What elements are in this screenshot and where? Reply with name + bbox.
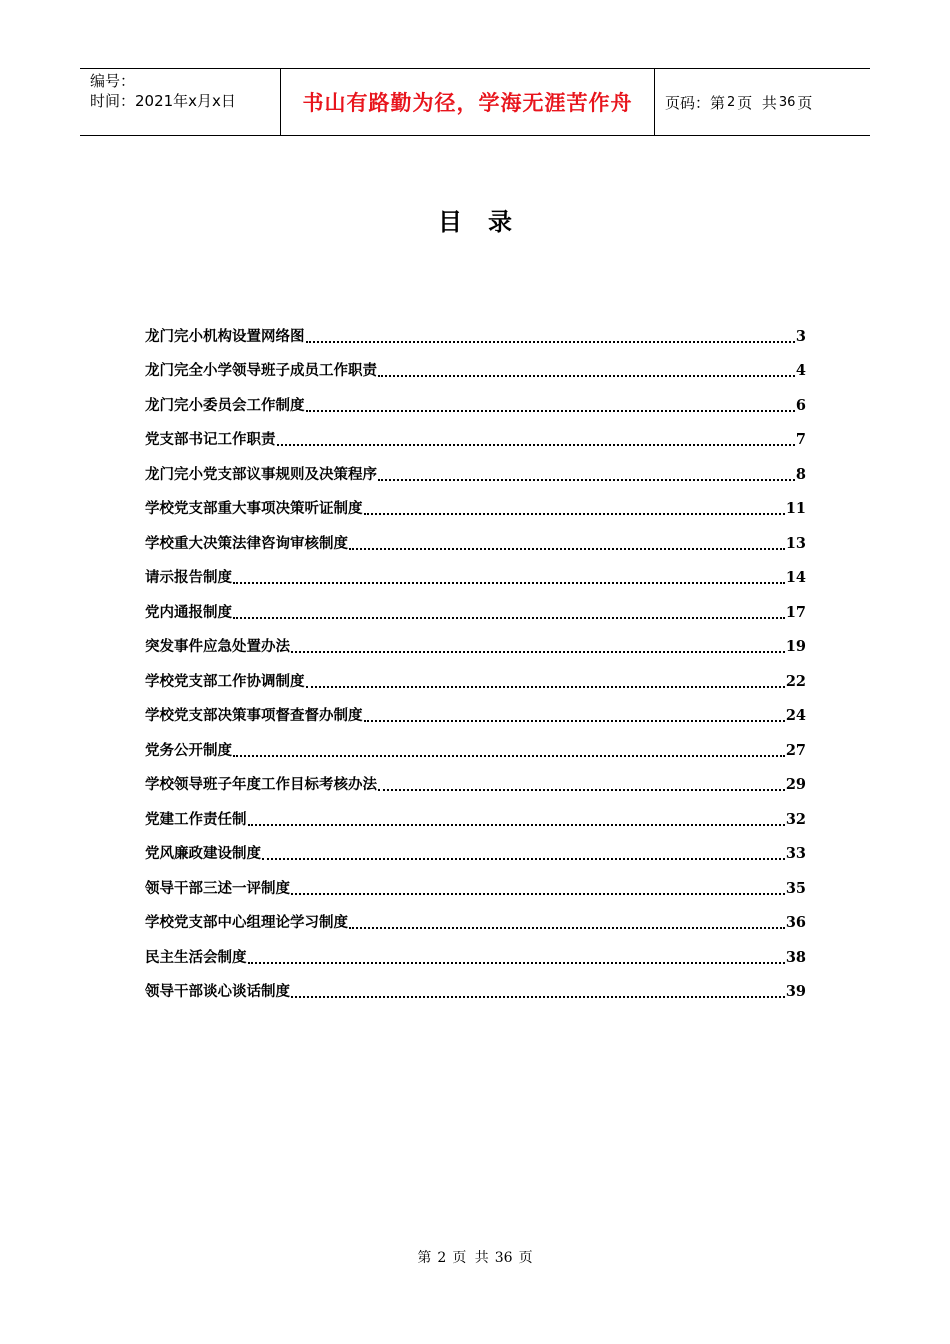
toc-entry[interactable] — [145, 623, 806, 658]
toc-entry-page: 19 — [785, 638, 806, 655]
toc-entry-page: 38 — [785, 948, 806, 966]
table-of-contents — [145, 312, 806, 1002]
toc-entry[interactable] — [145, 657, 806, 692]
toc-entry-page: 36 — [785, 914, 806, 931]
toc-leader-dots — [306, 685, 785, 688]
toc-entry-page: 39 — [785, 983, 806, 1000]
page-mid: 页 共 — [737, 93, 777, 112]
toc-leader-dots — [233, 754, 785, 757]
toc-entry[interactable] — [145, 485, 806, 520]
footer-current: 2 — [437, 1250, 447, 1266]
toc-leader-dots — [291, 650, 785, 653]
page-suffix: 页 — [797, 93, 813, 112]
toc-entry-label: 领导干部谈心谈话制度 — [145, 983, 290, 1000]
toc-leader-dots — [306, 409, 795, 412]
toc-leader-dots — [349, 547, 785, 550]
header-page-info — [655, 69, 870, 135]
toc-entry-label: 龙门完小党支部议事规则及决策程序 — [145, 465, 377, 483]
toc-entry-label: 学校党支部决策事项督查督办制度 — [145, 707, 363, 724]
toc-entry[interactable] — [145, 692, 806, 727]
footer-suffix: 页 — [518, 1250, 533, 1266]
toc-entry-page: 17 — [785, 603, 806, 621]
toc-entry[interactable] — [145, 899, 806, 934]
toc-leader-dots — [306, 340, 795, 343]
toc-entry-page: 8 — [795, 465, 806, 483]
toc-leader-dots — [364, 512, 785, 515]
toc-entry-label: 党风廉政建设制度 — [145, 845, 261, 862]
toc-entry[interactable] — [145, 416, 806, 451]
toc-entry-page: 33 — [785, 845, 806, 862]
toc-entry[interactable] — [145, 864, 806, 899]
page-current: 2 — [727, 94, 736, 110]
toc-leader-dots — [378, 478, 795, 481]
page-footer — [0, 1247, 950, 1267]
toc-entry-label: 领导干部三述一评制度 — [145, 879, 290, 897]
toc-leader-dots — [262, 857, 785, 860]
time-label: 时间：2021年x月x日 — [90, 92, 236, 110]
toc-leader-dots — [291, 995, 785, 998]
toc-entry-page: 3 — [795, 327, 806, 345]
footer-total: 36 — [494, 1250, 513, 1266]
toc-entry-label: 突发事件应急处置办法 — [145, 638, 290, 655]
toc-entry-page: 4 — [795, 362, 806, 379]
toc-entry[interactable] — [145, 726, 806, 761]
toc-entry-page: 11 — [785, 500, 806, 517]
toc-entry[interactable] — [145, 381, 806, 416]
toc-leader-dots — [248, 961, 785, 964]
serial-label: 编号： — [90, 72, 136, 90]
toc-leader-dots — [248, 823, 785, 826]
toc-entry[interactable] — [145, 554, 806, 589]
toc-entry[interactable] — [145, 795, 806, 830]
toc-entry-label: 党建工作责任制 — [145, 810, 247, 828]
toc-entry-label: 党支部书记工作职责 — [145, 431, 276, 448]
toc-entry-label: 龙门完小委员会工作制度 — [145, 396, 305, 414]
toc-entry-page: 7 — [795, 431, 806, 448]
toc-entry-label: 请示报告制度 — [145, 569, 232, 586]
toc-entry-label: 党务公开制度 — [145, 741, 232, 759]
toc-entry-page: 22 — [785, 672, 806, 690]
toc-entry-page: 6 — [795, 396, 806, 414]
footer-mid: 页 共 — [452, 1250, 489, 1266]
toc-leader-dots — [378, 374, 795, 377]
toc-entry-page: 13 — [785, 534, 806, 552]
toc-entry-label: 学校领导班子年度工作目标考核办法 — [145, 776, 377, 793]
toc-leader-dots — [378, 788, 785, 791]
page-title: 目录 — [438, 207, 538, 236]
header-motto-cell — [281, 69, 655, 135]
toc-entry-page: 32 — [785, 810, 806, 828]
toc-entry[interactable] — [145, 830, 806, 865]
toc-entry-label: 学校党支部重大事项决策听证制度 — [145, 500, 363, 517]
header-meta — [80, 69, 281, 135]
toc-leader-dots — [349, 926, 785, 929]
toc-entry-label: 龙门完小机构设置网络图 — [145, 327, 305, 345]
toc-entry[interactable] — [145, 968, 806, 1003]
toc-entry[interactable] — [145, 450, 806, 485]
header-motto: 书山有路勤为径，学海无涯苦作舟 — [302, 90, 633, 115]
page-prefix: 页码：第 — [665, 93, 726, 112]
toc-entry-label: 学校党支部工作协调制度 — [145, 672, 305, 690]
toc-leader-dots — [364, 719, 785, 722]
toc-entry-label: 学校党支部中心组理论学习制度 — [145, 914, 348, 931]
toc-entry-label: 民主生活会制度 — [145, 948, 247, 966]
toc-entry[interactable] — [145, 933, 806, 968]
toc-entry-page: 29 — [785, 776, 806, 793]
toc-leader-dots — [291, 892, 785, 895]
toc-leader-dots — [233, 616, 785, 619]
toc-entry[interactable] — [145, 312, 806, 347]
toc-entry-page: 14 — [785, 569, 806, 586]
toc-leader-dots — [277, 443, 795, 446]
toc-entry[interactable] — [145, 347, 806, 382]
page-header — [80, 68, 870, 136]
toc-entry-page: 24 — [785, 707, 806, 724]
footer-prefix: 第 — [417, 1250, 432, 1266]
toc-entry-label: 学校重大决策法律咨询审核制度 — [145, 534, 348, 552]
toc-entry-label: 党内通报制度 — [145, 603, 232, 621]
toc-leader-dots — [233, 581, 785, 584]
toc-entry-page: 27 — [785, 741, 806, 759]
toc-entry[interactable] — [145, 588, 806, 623]
toc-entry[interactable] — [145, 761, 806, 796]
page-total: 36 — [778, 94, 796, 110]
toc-entry-page: 35 — [785, 879, 806, 897]
toc-entry-label: 龙门完全小学领导班子成员工作职责 — [145, 362, 377, 379]
toc-entry[interactable] — [145, 519, 806, 554]
